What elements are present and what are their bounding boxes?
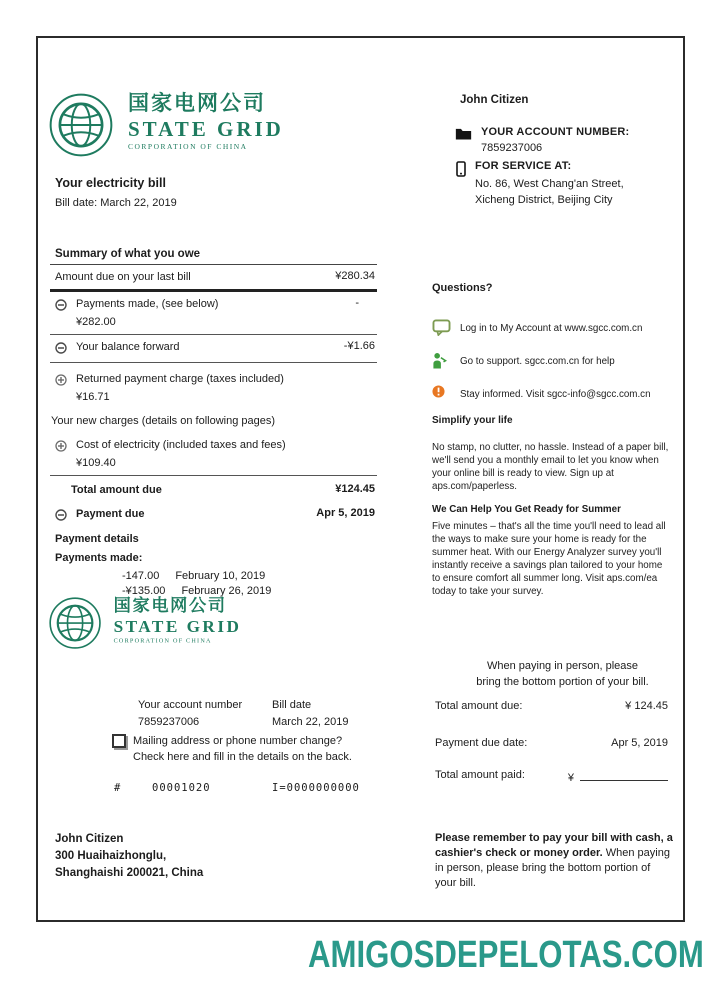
stub-code-number: 00001020 — [152, 782, 211, 794]
payment-details-heading: Payment details — [55, 533, 139, 545]
questions-item-informed — [432, 385, 672, 402]
stub-amount-paid-row — [435, 769, 668, 784]
row-value: - — [355, 297, 359, 309]
row-sub-amount: ¥16.71 — [76, 391, 110, 403]
row-sub-amount: ¥109.40 — [76, 457, 116, 469]
service-label: FOR SERVICE AT: — [475, 160, 572, 172]
logo-text — [128, 92, 284, 151]
row-label: Payment due — [76, 508, 145, 520]
summary-row-returned-charge — [50, 363, 377, 409]
brand-chinese-name: 国家电网公司 — [128, 92, 266, 115]
simplify-text: No stamp, no clutter, no hassle. Instead of a paper bill, we'll send you a monthly email to let you know when your online bill is ready to view. Sign up at aps.com/paperless. — [432, 442, 669, 492]
payments-made-heading: Payments made: — [55, 552, 143, 564]
stub-code-hash: # — [114, 782, 122, 794]
summer-title: We Can Help You Get Ready for Summer — [432, 504, 621, 515]
plus-circle-icon — [55, 372, 76, 389]
summary-row-payments — [50, 292, 377, 335]
summary-row-payment-due — [50, 502, 377, 529]
service-address-row — [456, 160, 624, 208]
account-number-label: YOUR ACCOUNT NUMBER: — [481, 126, 630, 138]
row-value: -¥1.66 — [343, 340, 375, 352]
globe-icon — [48, 92, 114, 158]
service-address-line2: Xicheng District, Beijing City — [475, 194, 613, 206]
logo-text — [114, 596, 242, 644]
stub-bill-date: March 22, 2019 — [272, 716, 349, 728]
row-label: Returned payment charge (taxes included) — [76, 373, 284, 385]
brand-chinese-name: 国家电网公司 — [113, 596, 227, 615]
mailing-address-block — [55, 831, 203, 882]
row-label: Payments made, (see below) — [76, 298, 219, 310]
questions-item-support — [432, 352, 672, 373]
info-alert-icon — [432, 385, 460, 402]
payment-date: February 26, 2019 — [181, 585, 272, 597]
mailing-name: John Citizen — [55, 833, 124, 845]
summary-row-balance — [50, 335, 377, 363]
stub-total-due-value: ¥ 124.45 — [625, 700, 668, 712]
stub-total-due-row — [435, 700, 668, 712]
stub-bill-date-label: Bill date — [272, 699, 312, 711]
stub-amount-paid-currency: ¥ — [567, 772, 574, 784]
summary-row-last-bill — [50, 265, 377, 292]
row-label: Your balance forward — [76, 341, 180, 353]
address-change-line2: Check here and fill in the details on the back. — [133, 751, 352, 763]
state-grid-logo-stub — [48, 596, 241, 650]
payment-instructions-rest: When paying in person, please bring the bottom portion of your bill. — [435, 847, 670, 889]
row-label: Total amount due — [71, 484, 162, 496]
questions-item-text: Go to support. sgcc.com.cn for help — [460, 356, 615, 367]
customer-name: John Citizen — [460, 94, 529, 106]
minus-circle-icon — [55, 297, 76, 314]
bring-bottom-note-line2: bring the bottom portion of your bill. — [476, 676, 649, 688]
row-sub-amount: ¥282.00 — [76, 316, 116, 328]
bill-title: Your electricity bill — [55, 176, 166, 190]
summary-row-cost — [50, 433, 377, 476]
address-change-line1: Mailing address or phone number change? — [133, 735, 343, 747]
brand-subtitle: CORPORATION OF CHINA — [128, 142, 248, 151]
questions-item-account — [432, 319, 672, 340]
account-number-row — [455, 126, 629, 154]
minus-circle-icon — [55, 340, 76, 357]
summary-row-new-charges — [50, 409, 377, 433]
speech-bubble-icon — [432, 319, 460, 340]
payment-instructions — [435, 831, 673, 891]
row-label: Cost of electricity (included taxes and fees) — [76, 439, 286, 451]
row-value: Apr 5, 2019 — [316, 507, 375, 519]
stub-account-number: 7859237006 — [138, 716, 200, 728]
stub-total-due-label: Total amount due: — [435, 700, 523, 712]
mailing-address-line1: 300 Huaihaizhonglu, — [55, 850, 167, 862]
stub-due-date-label: Payment due date: — [435, 737, 528, 749]
brand-name: STATE GRID — [128, 117, 284, 141]
amount-paid-blank-line[interactable] — [580, 769, 668, 781]
phone-icon — [456, 161, 466, 182]
state-grid-logo — [48, 92, 284, 158]
bring-bottom-note — [450, 658, 675, 690]
summary-row-total — [50, 476, 377, 502]
watermark-text: AMIGOSDEPELOTAS.COM — [308, 934, 704, 976]
payment-instructions-bold: Please remember to pay your bill with cash, a cashier's check or money order. — [435, 832, 673, 859]
summary-section — [50, 246, 377, 600]
bring-bottom-note-line1: When paying in person, please — [486, 660, 639, 672]
payment-date: February 10, 2019 — [175, 570, 266, 582]
stub-amount-paid-label: Total amount paid: — [435, 769, 525, 781]
mailing-address-line2: Shanghaishi 200021, China — [55, 867, 204, 879]
questions-item-text: Stay informed. Visit sgcc-info@sgcc.com.cn — [460, 389, 651, 400]
minus-circle-icon — [55, 507, 76, 524]
summer-text: Five minutes – that's all the time you'll need to lead all the ways to make sure your home is ready for the summer heat. With our Energy Analyzer survey you'll instantly receive a savings plan tailored to your home to ensure comfort all summer long. Visit aps.com/ea today to take your survey. — [432, 521, 666, 597]
row-value: ¥124.45 — [335, 483, 375, 495]
questions-title: Questions? — [432, 282, 493, 294]
row-value: ¥280.34 — [335, 270, 375, 282]
summary-title: Summary of what you owe — [50, 246, 377, 265]
stub-due-date-value: Apr 5, 2019 — [611, 737, 668, 749]
stub-account-label: Your account number — [138, 699, 243, 711]
plus-circle-icon — [55, 438, 76, 455]
brand-subtitle: CORPORATION OF CHINA — [113, 637, 212, 645]
payment-amount: -¥135.00 — [122, 585, 166, 597]
questions-item-text: Log in to My Account at www.sgcc.com.cn — [460, 323, 643, 334]
brand-name: STATE GRID — [113, 616, 242, 637]
row-label: Amount due on your last bill — [55, 271, 191, 283]
simplify-title: Simplify your life — [432, 415, 513, 426]
support-person-icon — [432, 352, 460, 373]
account-number-value: 7859237006 — [481, 142, 543, 154]
folder-icon — [455, 127, 472, 145]
questions-section — [432, 282, 672, 608]
stub-code-id: I=0000000000 — [272, 782, 360, 794]
address-change-checkbox[interactable] — [112, 734, 126, 748]
payment-amount: -147.00 — [122, 570, 160, 582]
bill-date: Bill date: March 22, 2019 — [55, 197, 177, 209]
payment-entry — [122, 570, 377, 582]
globe-icon — [48, 596, 102, 650]
service-address-line1: No. 86, West Chang'an Street, — [475, 178, 624, 190]
stub-due-date-row — [435, 737, 668, 749]
row-label: Your new charges (details on following pages) — [51, 415, 276, 427]
